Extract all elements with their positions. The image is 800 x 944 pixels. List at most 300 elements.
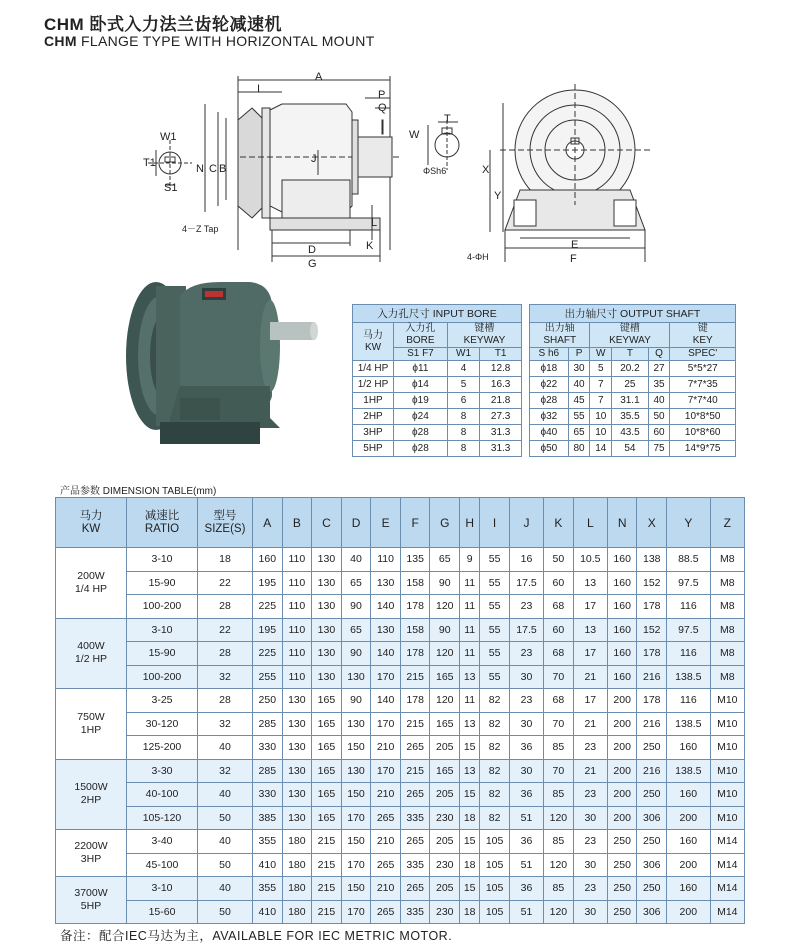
table-cell: 250: [607, 830, 637, 854]
table-cell: 306: [637, 806, 667, 830]
table-cell: 105-120: [127, 806, 198, 830]
table-row: [56, 548, 745, 572]
table-cell: 120: [544, 900, 574, 924]
table-cell: 7*7*40: [670, 393, 736, 409]
table-cell: 13: [573, 618, 607, 642]
table-cell: 50: [198, 806, 253, 830]
table-row: [353, 393, 522, 409]
table-cell: 22: [198, 571, 253, 595]
table-cell: 178: [637, 689, 667, 713]
table-cell: ϕ19: [394, 393, 448, 409]
table-cell: 200: [607, 736, 637, 760]
table-cell: 36: [509, 783, 543, 807]
dim-header-i: I: [480, 498, 510, 548]
table-cell: 150: [341, 877, 371, 901]
table-cell: 150: [341, 783, 371, 807]
table-cell: 170: [371, 665, 401, 689]
table-cell: 130: [341, 759, 371, 783]
table-cell: 200: [667, 806, 711, 830]
table-cell: 165: [312, 759, 342, 783]
table-row: [56, 618, 745, 642]
table-cell: M14: [710, 900, 744, 924]
table-cell: 265: [371, 806, 401, 830]
table-cell: 100-200: [127, 595, 198, 619]
dim-header-h: H: [460, 498, 480, 548]
table-cell: 230: [430, 853, 460, 877]
table-cell: 55: [480, 642, 510, 666]
power-cell: 2200W 3HP: [56, 830, 127, 877]
table-cell: 160: [253, 548, 283, 572]
table-cell: 17: [573, 689, 607, 713]
table-row: [353, 425, 522, 441]
table-row: [530, 393, 736, 409]
table-cell: 23: [573, 736, 607, 760]
table-cell: 265: [371, 900, 401, 924]
table-cell: 22: [198, 618, 253, 642]
table-cell: 130: [282, 736, 312, 760]
table-cell: 32: [198, 665, 253, 689]
table-cell: 15-60: [127, 900, 198, 924]
table-cell: 165: [312, 806, 342, 830]
output-shaft-table: [529, 304, 736, 457]
table-cell: 55: [480, 665, 510, 689]
table-cell: ϕ50: [530, 441, 569, 457]
table-cell: 36: [509, 736, 543, 760]
table-cell: 65: [341, 618, 371, 642]
table-cell: 130: [282, 783, 312, 807]
dim-header-l: L: [573, 498, 607, 548]
footer-note: 备注：配合IEC马达为主，AVAILABLE FOR IEC METRIC MOTOR.: [60, 929, 453, 943]
table-cell: 160: [607, 595, 637, 619]
table-cell: 225: [253, 595, 283, 619]
table-cell: 120: [430, 595, 460, 619]
table-cell: 110: [282, 665, 312, 689]
table-cell: 125-200: [127, 736, 198, 760]
table-cell: ϕ14: [394, 377, 448, 393]
table-cell: ϕ24: [394, 409, 448, 425]
table-cell: 205: [430, 877, 460, 901]
table-cell: 55: [480, 595, 510, 619]
table-cell: 85: [544, 830, 574, 854]
table-cell: 120: [430, 642, 460, 666]
table-cell: 130: [341, 712, 371, 736]
table-cell: 16.3: [480, 377, 522, 393]
dim-header-a: A: [253, 498, 283, 548]
table-cell: 105: [480, 877, 510, 901]
table-cell: M8: [710, 571, 744, 595]
table-cell: 250: [607, 853, 637, 877]
table-cell: 10.5: [573, 548, 607, 572]
output-shaft-header-spec: SPEC': [670, 348, 736, 361]
svg-text:F: F: [570, 253, 577, 265]
input-bore-header-s1: S1 F7: [394, 348, 448, 361]
table-cell: 85: [544, 736, 574, 760]
table-cell: 140: [371, 595, 401, 619]
table-cell: 8: [447, 425, 479, 441]
table-cell: 110: [282, 548, 312, 572]
table-cell: ϕ28: [394, 425, 448, 441]
dim-header-e: E: [371, 498, 401, 548]
table-cell: ϕ32: [530, 409, 569, 425]
table-cell: 195: [253, 618, 283, 642]
power-cell: 400W 1/2 HP: [56, 618, 127, 689]
table-cell: 130: [282, 712, 312, 736]
table-cell: M8: [710, 548, 744, 572]
table-cell: 152: [637, 571, 667, 595]
table-row: [353, 377, 522, 393]
table-cell: 178: [400, 595, 430, 619]
table-cell: 17.5: [509, 571, 543, 595]
dim-header-g: G: [430, 498, 460, 548]
page-title-en: CHM FLANGE TYPE WITH HORIZONTAL MOUNT: [44, 33, 375, 49]
svg-text:ΦSh6: ΦSh6: [423, 166, 447, 176]
table-cell: 1/2 HP: [353, 377, 394, 393]
table-cell: 5HP: [353, 441, 394, 457]
table-cell: 23: [509, 642, 543, 666]
table-cell: 45-100: [127, 853, 198, 877]
table-cell: 68: [544, 595, 574, 619]
gear-motor-illustration: [120, 278, 320, 446]
dim-header-k: K: [544, 498, 574, 548]
table-row: [56, 759, 745, 783]
table-cell: 138: [637, 548, 667, 572]
table-cell: 21: [573, 665, 607, 689]
table-cell: 105: [480, 853, 510, 877]
svg-text:S1: S1: [164, 182, 178, 194]
table-cell: 215: [312, 900, 342, 924]
table-row: [56, 712, 745, 736]
table-cell: 130: [282, 806, 312, 830]
table-cell: 180: [282, 900, 312, 924]
table-cell: 40: [198, 830, 253, 854]
svg-text:C: C: [209, 163, 217, 175]
table-cell: 120: [544, 806, 574, 830]
power-cell: 1500W 2HP: [56, 759, 127, 830]
table-cell: 90: [430, 618, 460, 642]
table-cell: 20.2: [612, 361, 649, 377]
table-cell: 105: [480, 830, 510, 854]
svg-text:Y: Y: [494, 190, 502, 202]
table-cell: 17: [573, 642, 607, 666]
table-cell: 110: [282, 642, 312, 666]
table-cell: 60: [648, 425, 670, 441]
table-cell: 3-40: [127, 830, 198, 854]
table-row: [56, 853, 745, 877]
table-cell: M14: [710, 877, 744, 901]
svg-text:W1: W1: [160, 131, 177, 143]
table-cell: 7: [590, 393, 612, 409]
table-cell: 4: [447, 361, 479, 377]
table-cell: 5*5*27: [670, 361, 736, 377]
table-row: [353, 409, 522, 425]
table-cell: 15-90: [127, 642, 198, 666]
output-shaft-header-key: 键 KEY: [670, 323, 736, 348]
table-cell: 215: [312, 877, 342, 901]
table-cell: 15: [460, 877, 480, 901]
table-row: [530, 377, 736, 393]
table-cell: 21: [573, 759, 607, 783]
table-cell: 40: [198, 783, 253, 807]
input-bore-table: [352, 304, 522, 457]
table-cell: 250: [637, 783, 667, 807]
table-cell: 2HP: [353, 409, 394, 425]
table-cell: 180: [282, 830, 312, 854]
table-cell: 100-200: [127, 665, 198, 689]
table-row: [56, 783, 745, 807]
input-bore-caption: 入力孔尺寸 INPUT BORE: [353, 305, 522, 323]
table-row: [530, 361, 736, 377]
table-cell: 160: [667, 736, 711, 760]
table-row: [56, 642, 745, 666]
table-cell: 31.3: [480, 425, 522, 441]
table-cell: M10: [710, 736, 744, 760]
svg-text:P: P: [378, 89, 386, 101]
svg-text:L: L: [371, 217, 378, 229]
table-cell: 15: [460, 736, 480, 760]
table-cell: 10: [590, 425, 612, 441]
svg-text:W: W: [409, 129, 420, 141]
dimension-drawing: [0, 60, 800, 275]
table-cell: 10: [590, 409, 612, 425]
table-cell: 88.5: [667, 548, 711, 572]
table-cell: 130: [312, 571, 342, 595]
table-cell: 7*7*35: [670, 377, 736, 393]
dim-header-n: N: [607, 498, 637, 548]
table-cell: M8: [710, 595, 744, 619]
table-cell: 15-90: [127, 571, 198, 595]
table-cell: 410: [253, 853, 283, 877]
output-shaft-header-keyway: 键槽 KEYWAY: [590, 323, 670, 348]
table-cell: 265: [400, 877, 430, 901]
table-row: [56, 595, 745, 619]
table-cell: 140: [371, 642, 401, 666]
table-cell: 285: [253, 712, 283, 736]
table-cell: 116: [667, 595, 711, 619]
table-cell: 12.8: [480, 361, 522, 377]
table-cell: 160: [607, 618, 637, 642]
output-shaft-header-shaft: 出力轴 SHAFT: [530, 323, 590, 348]
table-cell: M10: [710, 759, 744, 783]
table-row: [353, 441, 522, 457]
table-cell: 250: [253, 689, 283, 713]
table-cell: 28: [198, 595, 253, 619]
table-cell: 50: [648, 409, 670, 425]
table-cell: 205: [430, 783, 460, 807]
input-bore-header-bore: 入力孔 BORE: [394, 323, 448, 348]
svg-text:N: N: [196, 163, 204, 175]
table-cell: 18: [198, 548, 253, 572]
table-cell: 210: [371, 877, 401, 901]
input-bore-header-kw: 马力 KW: [353, 323, 394, 361]
table-cell: 11: [460, 595, 480, 619]
svg-text:4-ΦH: 4-ΦH: [467, 252, 489, 262]
table-cell: 138.5: [667, 665, 711, 689]
table-row: [530, 425, 736, 441]
table-cell: 215: [312, 853, 342, 877]
table-cell: 165: [430, 665, 460, 689]
table-cell: 21: [573, 712, 607, 736]
table-row: [56, 830, 745, 854]
table-cell: 17.5: [509, 618, 543, 642]
table-cell: 35.5: [612, 409, 649, 425]
table-cell: M8: [710, 665, 744, 689]
table-cell: 13: [460, 665, 480, 689]
table-cell: 13: [460, 712, 480, 736]
table-cell: M10: [710, 689, 744, 713]
table-cell: 178: [637, 595, 667, 619]
table-cell: 85: [544, 877, 574, 901]
table-cell: 116: [667, 642, 711, 666]
table-cell: 7: [590, 377, 612, 393]
output-shaft-rows: [530, 361, 736, 457]
dimension-table-title: 产品参数 DIMENSION TABLE(mm): [60, 486, 217, 497]
table-cell: 160: [607, 548, 637, 572]
table-cell: 90: [341, 642, 371, 666]
table-cell: 110: [282, 571, 312, 595]
table-cell: 410: [253, 900, 283, 924]
table-row: [353, 361, 522, 377]
table-cell: 30: [509, 665, 543, 689]
table-cell: 285: [253, 759, 283, 783]
table-cell: 110: [371, 548, 401, 572]
table-cell: 110: [282, 595, 312, 619]
power-cell: 3700W 5HP: [56, 877, 127, 924]
table-cell: 230: [430, 900, 460, 924]
table-cell: 18: [460, 900, 480, 924]
svg-text:A: A: [315, 71, 323, 83]
table-row: [56, 665, 745, 689]
table-row: [56, 900, 745, 924]
table-cell: 65: [341, 571, 371, 595]
table-cell: 130: [312, 595, 342, 619]
dim-header-y: Y: [667, 498, 711, 548]
table-cell: 306: [637, 853, 667, 877]
svg-text:E: E: [571, 239, 579, 251]
table-cell: 210: [371, 783, 401, 807]
table-cell: 54: [612, 441, 649, 457]
table-cell: 13: [460, 759, 480, 783]
table-cell: 45: [568, 393, 590, 409]
table-cell: 158: [400, 618, 430, 642]
table-cell: ϕ40: [530, 425, 569, 441]
table-cell: 82: [480, 736, 510, 760]
table-cell: 16: [509, 548, 543, 572]
table-cell: 21.8: [480, 393, 522, 409]
table-cell: 200: [667, 900, 711, 924]
table-cell: 3-25: [127, 689, 198, 713]
table-cell: 150: [341, 736, 371, 760]
table-cell: 3-10: [127, 548, 198, 572]
table-cell: 50: [544, 548, 574, 572]
table-cell: 90: [430, 571, 460, 595]
table-cell: 130: [371, 571, 401, 595]
dim-header-kw: 马力 KW: [56, 498, 127, 548]
table-cell: 130: [282, 759, 312, 783]
table-cell: 130: [312, 618, 342, 642]
table-cell: 130: [312, 548, 342, 572]
table-cell: 215: [400, 665, 430, 689]
table-cell: 138.5: [667, 759, 711, 783]
table-cell: 250: [607, 900, 637, 924]
dim-header-x: X: [637, 498, 667, 548]
table-cell: 60: [544, 618, 574, 642]
table-cell: 200: [607, 783, 637, 807]
table-cell: 195: [253, 571, 283, 595]
table-cell: 120: [544, 853, 574, 877]
table-cell: 27: [648, 361, 670, 377]
table-cell: 160: [667, 877, 711, 901]
table-cell: 160: [607, 665, 637, 689]
table-cell: 11: [460, 571, 480, 595]
table-cell: 355: [253, 830, 283, 854]
input-bore-header-keyway: 键槽 KEYWAY: [447, 323, 521, 348]
table-cell: 11: [460, 689, 480, 713]
output-shaft-header-sh6: S h6: [530, 348, 569, 361]
table-cell: 31.3: [480, 441, 522, 457]
table-cell: 15: [460, 783, 480, 807]
table-cell: 30-120: [127, 712, 198, 736]
table-cell: 160: [667, 830, 711, 854]
table-cell: 1/4 HP: [353, 361, 394, 377]
svg-text:K: K: [366, 240, 374, 252]
table-cell: 170: [371, 712, 401, 736]
table-cell: ϕ11: [394, 361, 448, 377]
svg-text:J: J: [311, 153, 317, 165]
table-cell: 210: [371, 830, 401, 854]
table-cell: 40: [198, 877, 253, 901]
table-cell: 200: [667, 853, 711, 877]
table-row: [56, 806, 745, 830]
svg-text:B: B: [219, 163, 227, 175]
table-cell: 30: [568, 361, 590, 377]
dim-header-z: Z: [710, 498, 744, 548]
table-cell: 250: [637, 830, 667, 854]
table-cell: 215: [312, 830, 342, 854]
table-cell: 250: [637, 736, 667, 760]
table-cell: 82: [480, 806, 510, 830]
dim-header-f: F: [400, 498, 430, 548]
table-row: [56, 571, 745, 595]
table-cell: 5: [590, 361, 612, 377]
input-bore-header-t1: T1: [480, 348, 522, 361]
table-cell: 385: [253, 806, 283, 830]
table-cell: 200: [607, 806, 637, 830]
table-cell: 150: [341, 830, 371, 854]
table-cell: 170: [341, 900, 371, 924]
table-cell: 40: [568, 377, 590, 393]
table-cell: M10: [710, 806, 744, 830]
table-cell: 55: [480, 571, 510, 595]
table-cell: 82: [480, 689, 510, 713]
table-cell: 14*9*75: [670, 441, 736, 457]
table-cell: 43.5: [612, 425, 649, 441]
table-cell: 51: [509, 806, 543, 830]
table-cell: 225: [253, 642, 283, 666]
table-cell: 265: [371, 853, 401, 877]
table-cell: 165: [312, 783, 342, 807]
table-cell: ϕ28: [530, 393, 569, 409]
table-cell: 30: [573, 853, 607, 877]
dim-header-ratio: 减速比 RATIO: [127, 498, 198, 548]
table-cell: 30: [573, 806, 607, 830]
table-cell: 3-10: [127, 618, 198, 642]
table-cell: 216: [637, 759, 667, 783]
table-cell: 5: [447, 377, 479, 393]
table-cell: 250: [607, 877, 637, 901]
table-cell: 9: [460, 548, 480, 572]
table-cell: 82: [480, 783, 510, 807]
table-cell: 11: [460, 642, 480, 666]
